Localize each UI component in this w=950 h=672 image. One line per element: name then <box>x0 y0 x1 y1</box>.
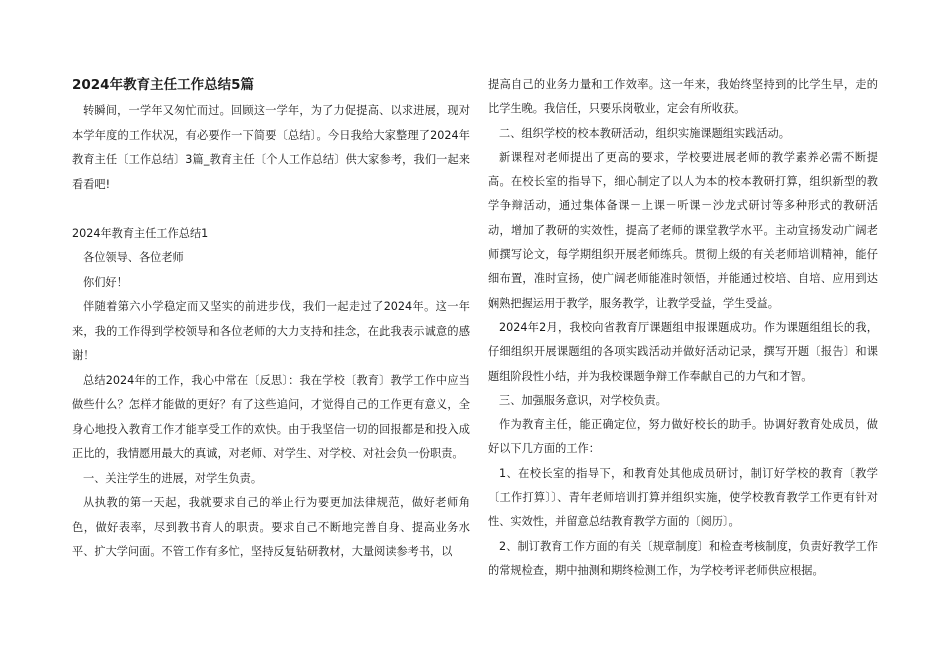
right-column <box>488 73 878 583</box>
body-paragraph: 提高自己的业务力量和工作效率。这一年来，我始终坚持到的比学生早，走的比学生晚。我信任，只要乐岗敬业，定会有所收获。 <box>488 78 878 116</box>
body-paragraph: 伴随着第六小学稳定而又坚实的前进步伐，我们一起走过了2024年。这一年来，我的工作得到学校领导和各位老师的大力支持和挂念，在此我表示诚意的感谢！ <box>72 300 470 362</box>
subsection-heading: 三、加强服务意识，对学校负责。 <box>499 393 667 407</box>
blank-line <box>72 197 470 222</box>
subsection-heading: 二、组织学校的校本教研活动，组织实施课题组实践活动。 <box>499 126 790 140</box>
greeting: 你们好！ <box>83 275 128 289</box>
body-paragraph: 新课程对老师提出了更高的要求，学校要进展老师的教学素养必需不断提高。在校长室的指导下，细心制定了以人为本的校本教研打算，组织新型的教学争辩活动，通过集体备课－上课－听课－沙龙式研讨等多种形式的教研活动，增加了教研的实效性，提高了老师的课堂教学水平。主动宣扬发动广阔老师撰写论文，每学期组织开展老师练兵。贯彻上级的有关老师培训精神，能仔细布置，准时宣扬，使广阔老师能准时领悟，并能通过校培、自培、应用到达娴熟把握运用于教学，服务教学，让教学受益，学生受益。 <box>488 150 878 310</box>
body-paragraph: 作为教育主任，能正确定位，努力做好校长的助手。协调好教育处成员，做好以下几方面的工作： <box>488 418 878 456</box>
list-item: 2、制订教育工作方面的有关〔规章制度〕和检查考核制度，负责好教学工作的常规检查，期中抽测和期终检测工作，为学校考评老师供应根据。 <box>488 539 878 577</box>
document-title: 2024年教育主任工作总结5篇 <box>72 77 254 93</box>
left-column <box>72 73 470 565</box>
body-paragraph: 2024年2月，我校向省教育厅课题组申报课题成功。作为课题组组长的我，仔细组织开展课题组的各项实践活动并做好活动记录，撰写开题〔报告〕和课题组阶段性小结，并为我校课题争辩工作奉献自己的力气和才智。 <box>488 320 878 383</box>
body-paragraph: 从执教的第一天起，我就要求自己的举止行为要更加法律规范，做好老师角色，做好表率，尽到教书育人的职责。要求自己不断地完善自身、提高业务水平、扩大学问面。不管工作有多忙，坚持反复钻研教材，大量阅读参考书，以 <box>72 496 470 558</box>
intro-paragraph: 转瞬间，一学年又匆忙而过。回顾这一学年，为了力促提高、以求进展，现对本学年度的工作状况，有必要作一下简要〔总结〕。今日我给大家整理了2024年教育主任〔工作总结〕3篇_教育主任〔个人工作总结〕供大家参考，我们一起来看看吧! <box>72 104 470 191</box>
list-item: 1、在校长室的指导下，和教育处其他成员研讨，制订好学校的教育〔教学〔工作打算〕〕、青年老师培训打算并组织实施，使学校教育教学工作更有针对性、实效性，并留意总结教育教学方面的〔阅历〕。 <box>488 466 878 529</box>
subsection-heading: 一、关注学生的进展，对学生负责。 <box>83 471 263 485</box>
section-heading: 2024年教育主任工作总结1 <box>72 226 209 240</box>
salutation: 各位领导、各位老师 <box>83 251 184 264</box>
body-paragraph: 总结2024年的工作，我心中常在〔反思〕：我在学校〔教育〕教学工作中应当做些什么？怎样才能做的更好？有了这些追问，才觉得自己的工作更有意义，全身心地投入教育工作才能享受工作的欢快。由于我坚信一切的回报都是和投入成正比的，我情愿用最大的真诚，对老师、对学生、对学校、对社会负一份职责。 <box>72 373 470 460</box>
